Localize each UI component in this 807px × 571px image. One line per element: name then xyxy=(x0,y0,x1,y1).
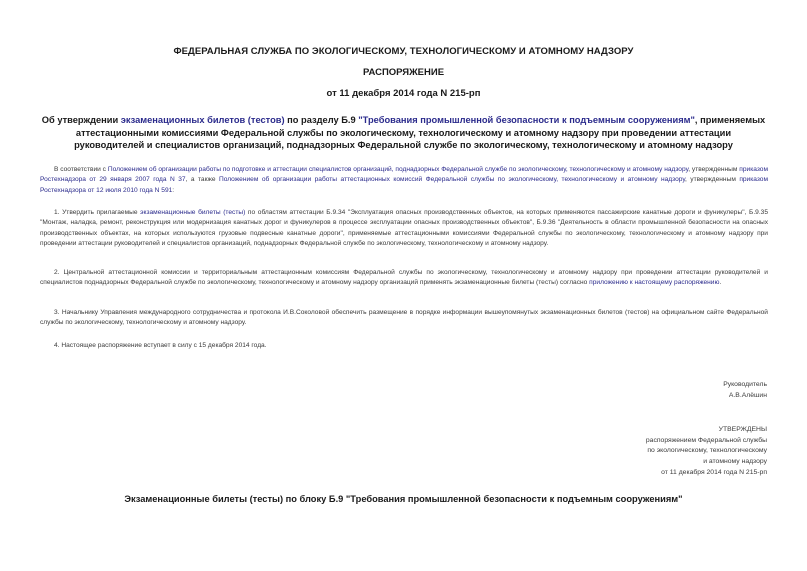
approved-line: распоряжением Федеральной службы xyxy=(645,436,767,444)
link-appendix[interactable]: приложению к настоящему распоряжению xyxy=(589,279,720,287)
item-3-text: 3. Начальнику Управления международного сотрудничества и протокола И.В.Соколовой обеспечить размещение в порядке информации вышеупомянутых экзаменационных билетов (тестов) на официальном сайте Федеральной службы по экологическому, технологическому и атомному надзору. xyxy=(40,309,768,327)
approval-stamp xyxy=(646,425,767,479)
link-order-591[interactable]: приказом Ростехнадзора от 12 июля 2010 года N 591 xyxy=(40,176,769,194)
title-text: Об утверждении xyxy=(41,115,121,125)
preamble-text: , а также xyxy=(185,176,219,184)
item-1-paragraph xyxy=(40,208,768,249)
signature-block xyxy=(723,380,767,401)
document-title xyxy=(40,114,767,152)
title-text: по разделу Б.9 xyxy=(284,115,359,125)
preamble-text: , утвержденным xyxy=(688,166,740,173)
appendix-title: Экзаменационные билеты (тесты) по блоку Б.9 "Требования промышленной безопасности к подъемным сооружениям" xyxy=(124,494,683,504)
signatory-position: Руководитель xyxy=(723,381,767,388)
link-order-37[interactable]: приказом Ростехнадзора от 29 января 2007 года N 37 xyxy=(40,166,768,184)
approved-heading: УТВЕРЖДЕНЫ xyxy=(718,426,767,433)
link-exam-tickets[interactable]: экзаменационные билеты (тесты) xyxy=(140,209,246,216)
item-4-paragraph xyxy=(40,341,768,351)
document-date: от 11 декабря 2014 года N 215-рп xyxy=(326,88,481,99)
link-regulation-training[interactable]: Положением об организации работы по подготовке и аттестации специалистов организаций, поднадзорных Федеральной службе по экологическому, технологическому и атомному надзору xyxy=(107,166,689,173)
document-type: РАСПОРЯЖЕНИЕ xyxy=(362,67,445,78)
approved-date: от 11 декабря 2014 года N 215-рп xyxy=(661,468,767,476)
title-text: , применяемых аттестационными комиссиями Федеральной службы по экологическому, технологическому и атомному надзору при проведении аттестации руководителей и специалистов организаций, поднадзорных Федеральной службе по экологическому, технологическому и атомному надзору xyxy=(74,115,766,150)
preamble-text: В соответствии с xyxy=(54,166,108,173)
approved-line: по экологическому, технологическому xyxy=(647,447,767,455)
agency-name: ФЕДЕРАЛЬНАЯ СЛУЖБА ПО ЭКОЛОГИЧЕСКОМУ, ТЕХНОЛОГИЧЕСКОМУ И АТОМНОМУ НАДЗОРУ xyxy=(173,46,634,57)
title-link-section-b9[interactable]: "Требования промышленной безопасности к подъемным сооружениям" xyxy=(358,115,695,125)
preamble-paragraph xyxy=(40,165,768,196)
item-2-text: . xyxy=(719,279,722,287)
link-regulation-commissions[interactable]: Положением об организации работы аттестационных комиссий Федеральной службы по экологическому, технологическому и атомному надзору xyxy=(219,176,685,184)
item-1-text: по областям аттестации Б.9.34 "Эксплуатация опасных производственных объектов, на которых применяются пассажирские канатные дороги и фуникулеры", Б.9.35 "Монтаж, наладка, ремонт, реконструкция или модернизация канатных дорог и фуникулеров в процессе эксплуатации опасных производственных объектов", Б.9.36 "Деятельность в области промышленной безопасности на опасных производственных объектах, на которых используются грузовые подвесные канатные дороги", применяемые аттестационными комиссиями Федеральной службы по экологическому, технологическому и атомному надзору при проведении аттестации руководителей и специалистов организаций, поднадзорных Федеральной службе по экологическому, технологическому и атомному надзору. xyxy=(40,209,768,247)
item-2-paragraph xyxy=(40,268,768,289)
item-1-text: 1. Утвердить прилагаемые xyxy=(54,209,141,216)
item-4-text: 4. Настоящее распоряжение вступает в силу с 15 декабря 2014 года. xyxy=(54,342,267,349)
signatory-name: А.В.Алёшин xyxy=(728,391,767,399)
preamble-text: , утвержденным xyxy=(685,176,740,184)
item-3-paragraph xyxy=(40,308,768,329)
item-2-text: 2. Центральной аттестационной комиссии и территориальным аттестационным комиссиям Федеральной службы по экологическому, технологическому и атомному надзору при проведении аттестации руководителей и специалистов поднадзорных Федеральной службе по экологическому, технологическому и атомному надзору организаций применять экзаменационные билеты (тесты) согласно xyxy=(40,269,768,287)
preamble-text: : xyxy=(172,186,175,194)
approved-line: и атомному надзору xyxy=(703,458,767,466)
title-link-exam-tickets[interactable]: экзаменационных билетов (тестов) xyxy=(120,115,285,125)
